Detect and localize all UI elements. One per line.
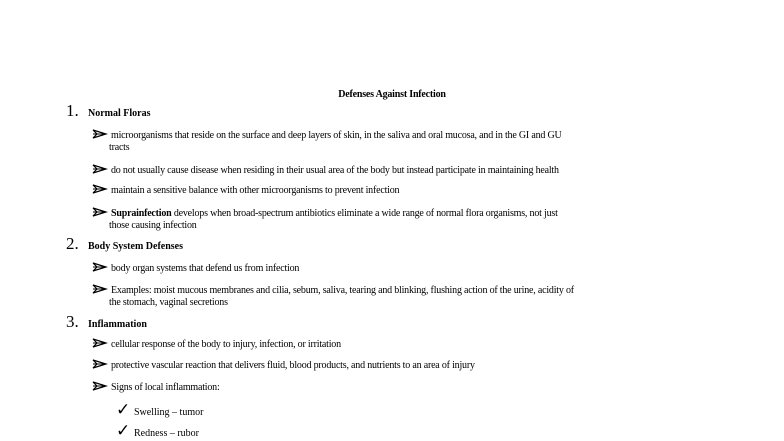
- arrow-bullet-icon: [92, 163, 108, 175]
- list-item: [92, 130, 632, 154]
- term-suprainfection: Suprainfection: [111, 208, 172, 219]
- checkmark-icon: ✓: [116, 421, 131, 440]
- section-heading-3: [66, 312, 147, 332]
- list-item: [92, 208, 632, 232]
- section-heading-2: [66, 234, 183, 254]
- bullet-text-continued: those causing infection: [109, 220, 197, 231]
- bullet-text-continued: tracts: [109, 142, 130, 153]
- section-number: 1.: [66, 101, 79, 120]
- arrow-bullet-icon: [92, 380, 108, 392]
- sub-list-item: [116, 421, 199, 441]
- section-title: Inflammation: [88, 319, 147, 330]
- arrow-bullet-icon: [92, 183, 108, 195]
- sign-text: Swelling – tumor: [134, 407, 204, 418]
- arrow-bullet-icon: [92, 358, 108, 370]
- list-item: [92, 285, 632, 309]
- bullet-text: maintain a sensitive balance with other microorganisms to prevent infection: [111, 185, 400, 196]
- arrow-bullet-icon: [92, 261, 108, 273]
- arrow-bullet-icon: [92, 283, 108, 295]
- list-item: [92, 165, 632, 177]
- arrow-bullet-icon: [92, 206, 108, 218]
- bullet-text-rest: develops when broad-spectrum antibiotics eliminate a wide range of normal flora organisms, not just: [171, 208, 558, 219]
- section-title: Body System Defenses: [88, 241, 183, 252]
- section-title: Normal Floras: [88, 108, 151, 119]
- list-item: [92, 263, 632, 275]
- list-item: [92, 185, 632, 197]
- sub-list-item: [116, 400, 203, 420]
- list-item: [92, 339, 632, 351]
- bullet-text-continued: the stomach, vaginal secretions: [109, 297, 228, 308]
- sign-text: Redness – rubor: [134, 428, 199, 439]
- bullet-text: Examples: moist mucous membranes and cilia, sebum, saliva, tearing and blinking, flushing action of the urine, acidity of: [111, 285, 574, 296]
- list-item: [92, 382, 632, 394]
- section-number: 3.: [66, 312, 79, 331]
- document-title: Defenses Against Infection: [338, 89, 446, 100]
- bullet-text: [92, 208, 632, 220]
- bullet-text: Signs of local inflammation:: [111, 382, 220, 393]
- section-number: 2.: [66, 234, 79, 253]
- bullet-text: cellular response of the body to injury, infection, or irritation: [111, 339, 341, 350]
- arrow-bullet-icon: [92, 337, 108, 349]
- section-heading-1: [66, 101, 151, 121]
- bullet-text: protective vascular reaction that delivers fluid, blood products, and nutrients to an area of injury: [111, 360, 475, 371]
- list-item: [92, 360, 632, 372]
- bullet-text: do not usually cause disease when residing in their usual area of the body but instead participate in maintaining health: [111, 165, 559, 176]
- bullet-text: body organ systems that defend us from infection: [111, 263, 300, 274]
- checkmark-icon: ✓: [116, 400, 131, 419]
- bullet-text: microorganisms that reside on the surface and deep layers of skin, in the saliva and oral mucosa, and in the GI and GU: [111, 130, 562, 141]
- arrow-bullet-icon: [92, 128, 108, 140]
